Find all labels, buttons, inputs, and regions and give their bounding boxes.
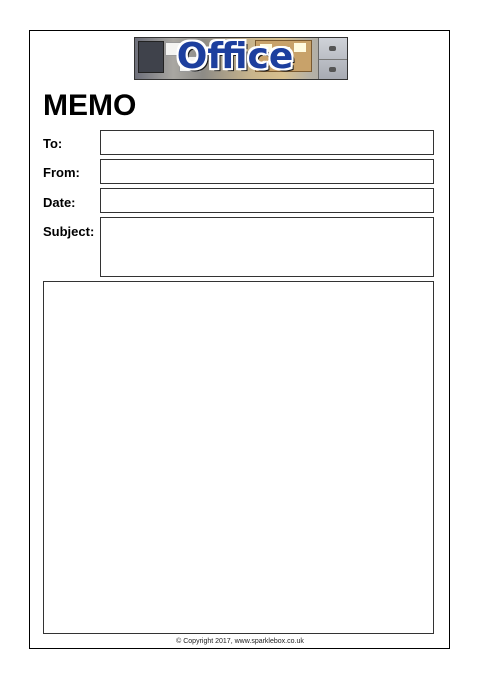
banner-title: Office	[176, 37, 294, 77]
to-label: To:	[43, 136, 63, 151]
subject-label: Subject:	[43, 224, 95, 239]
date-field[interactable]	[100, 188, 434, 213]
to-field[interactable]	[100, 130, 434, 155]
memo-body-field[interactable]	[43, 281, 434, 634]
copyright-footer: © Copyright 2017, www.sparklebox.co.uk	[176, 638, 304, 645]
from-label: From:	[43, 165, 80, 180]
subject-field[interactable]	[100, 217, 434, 277]
memo-title: MEMO	[43, 89, 137, 122]
from-field[interactable]	[100, 159, 434, 184]
date-label: Date:	[43, 195, 76, 210]
office-banner	[134, 37, 348, 80]
